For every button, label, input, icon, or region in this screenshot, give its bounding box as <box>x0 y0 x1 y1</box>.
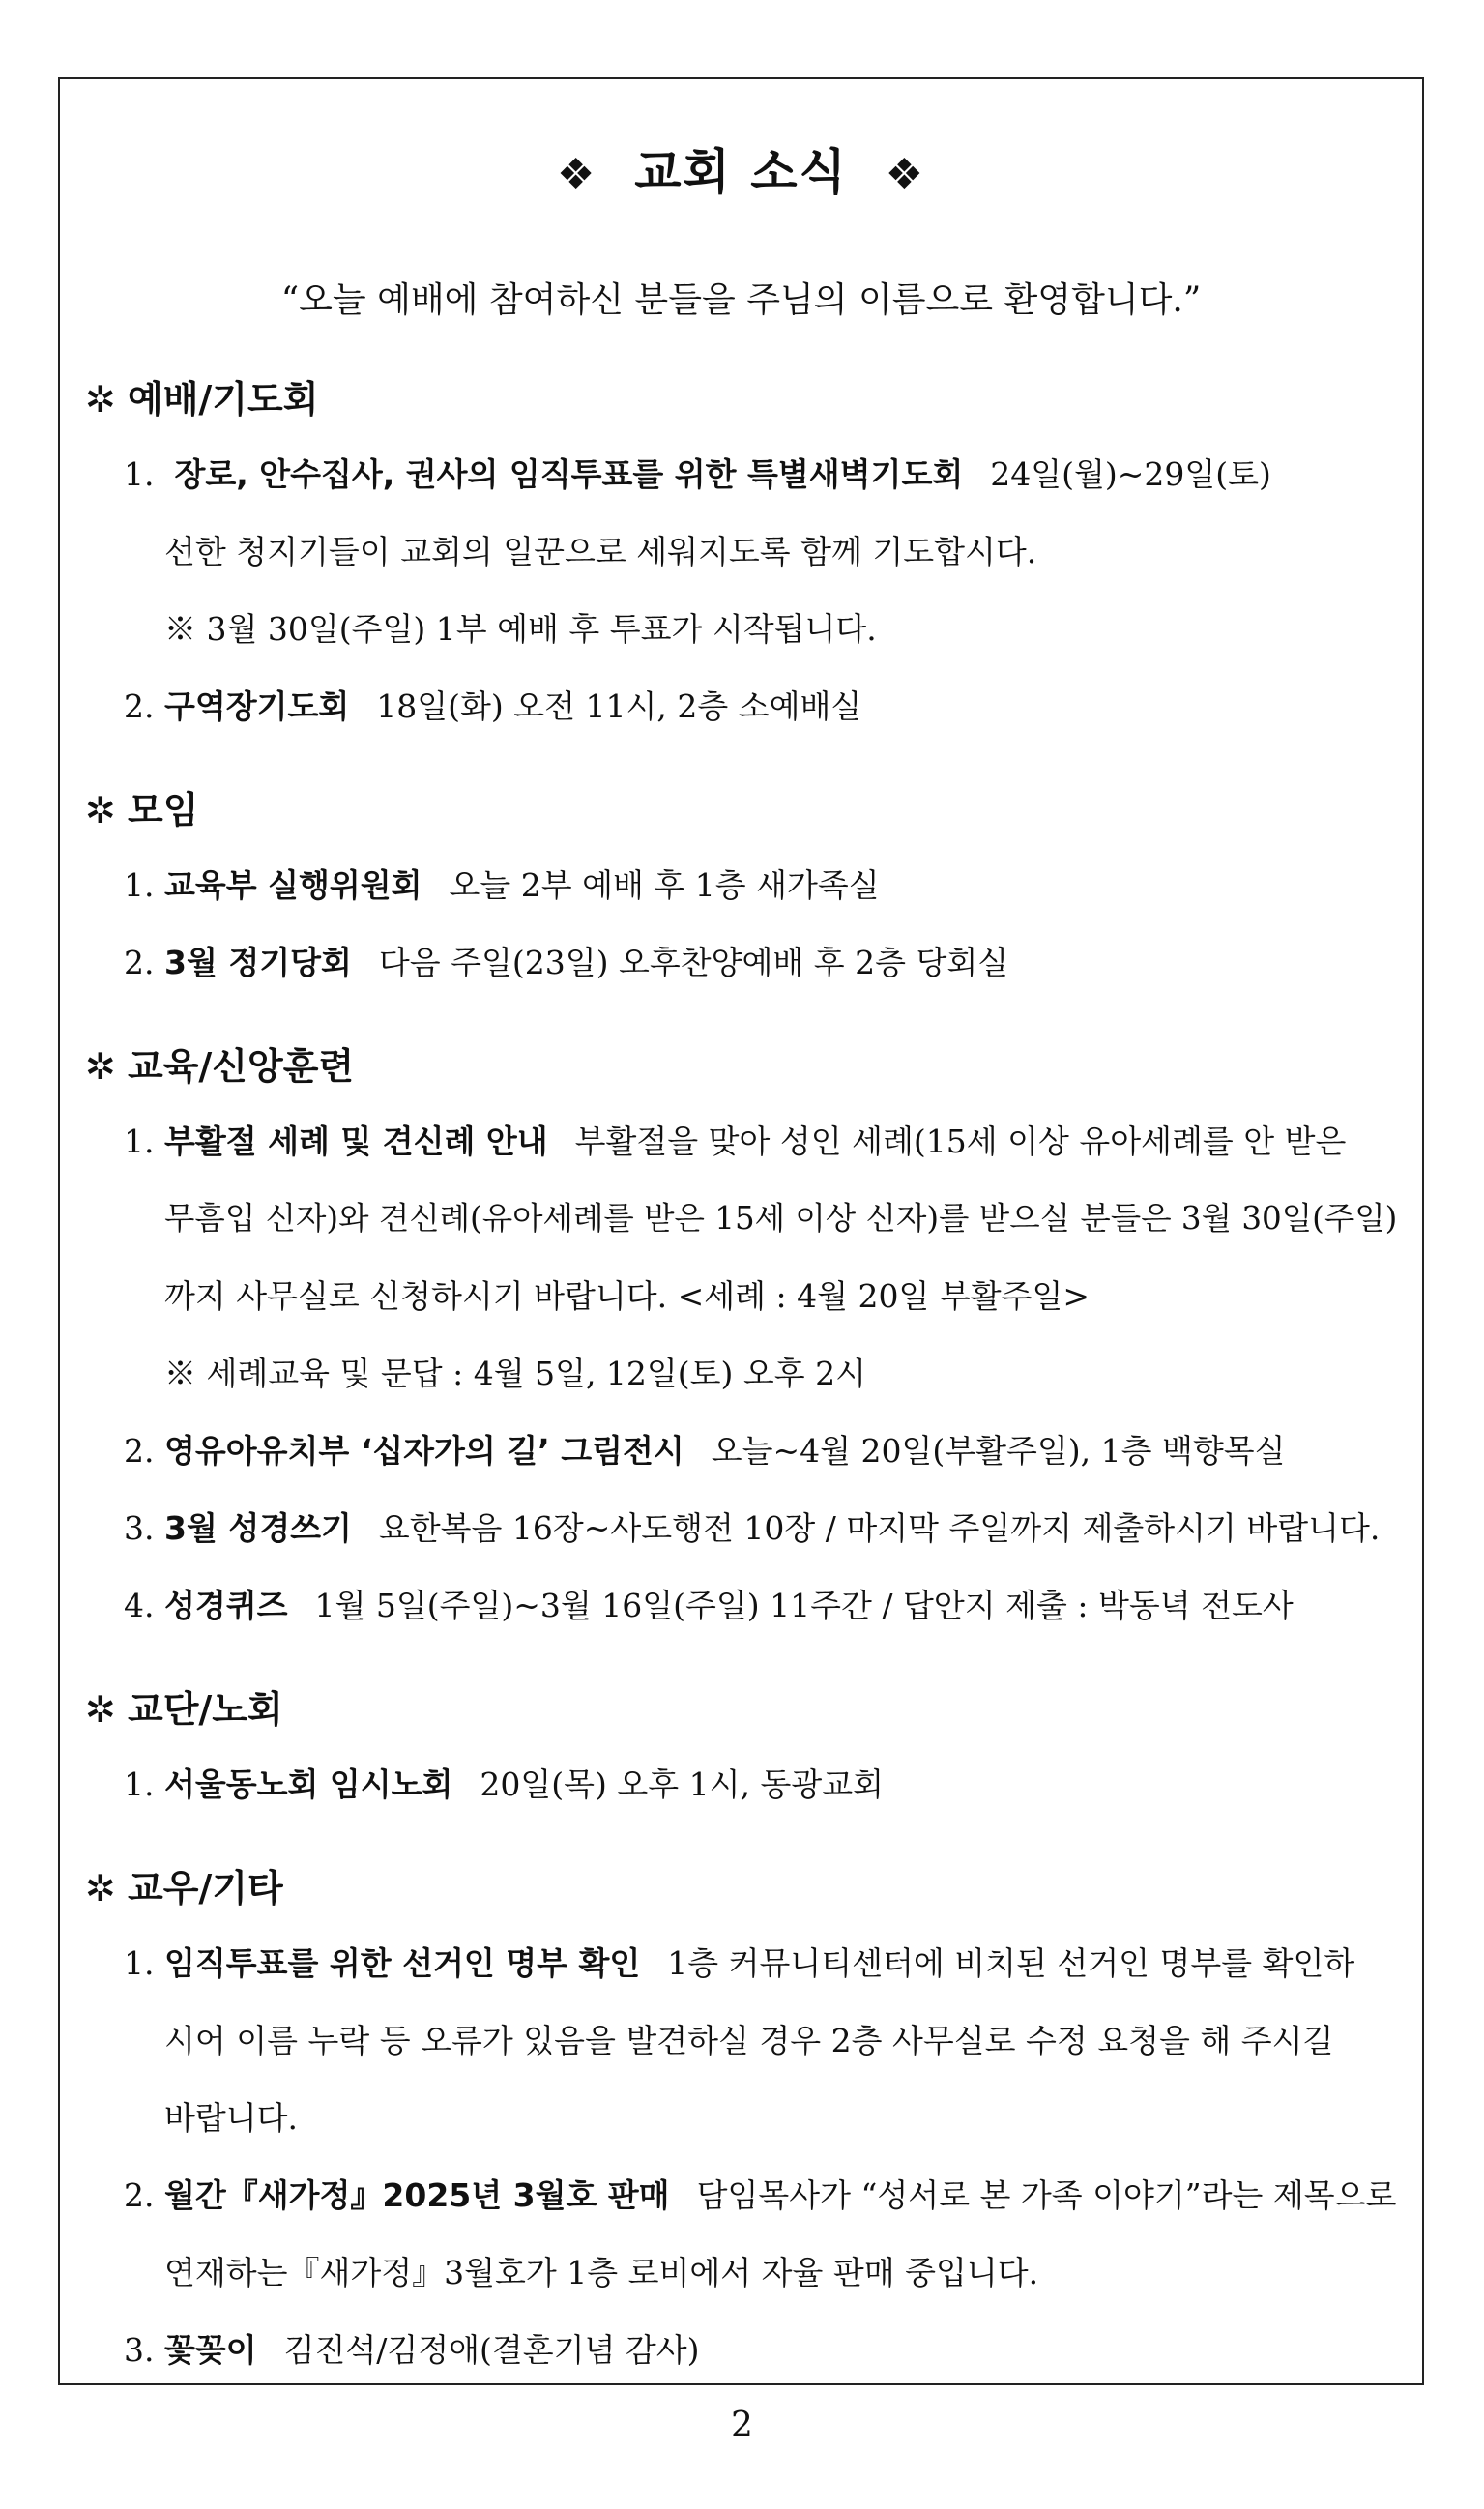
list-item: 3. 꽃꽂이 김진석/김정애(결혼기념 감사) <box>124 2331 700 2369</box>
list-item: 4. 성경퀴즈 1월 5일(주일)~3월 16일(주일) 11주간 / 답안지 제출 : 박동녁 전도사 <box>124 1587 1294 1624</box>
asterisk-icon: ✲ <box>85 1688 116 1731</box>
list-item-note: ※ 3월 30일(주일) 1부 예배 후 투표가 시작됩니다. <box>164 610 877 648</box>
list-item: 1. 장로, 안수집사, 권사의 임직투표를 위한 특별새벽기도회 24일(월)~29일(토) <box>124 455 1271 493</box>
section-heading-members: ✲ 교우/기타 <box>85 1867 283 1910</box>
welcome-message: “오늘 예배에 참여하신 분들을 주님의 이름으로 환영합니다.” <box>280 280 1202 320</box>
section-heading-presbytery: ✲ 교단/노회 <box>85 1688 283 1731</box>
list-item-continuation: 무흠입 신자)와 견신례(유아세례를 받은 15세 이상 신자)를 받으실 분들은 3월 30일(주일) <box>164 1200 1398 1237</box>
asterisk-icon: ✲ <box>85 1867 116 1910</box>
section-heading-worship: ✲ 예배/기도회 <box>85 378 319 421</box>
asterisk-icon: ✲ <box>85 378 116 421</box>
list-item: 2. 월간『새가정』2025년 3월호 판매 담임목사가 “성서로 본 가족 이야기”라는 제목으로 <box>124 2176 1397 2214</box>
asterisk-icon: ✲ <box>85 1045 116 1088</box>
diamond-ornament-icon: ❖ <box>556 150 597 199</box>
section-heading-meetings: ✲ 모임 <box>85 789 199 831</box>
list-item: 2. 3월 정기당회 다음 주일(23일) 오후찬양예배 후 2층 당회실 <box>124 944 1009 981</box>
list-item-continuation: 시어 이름 누락 등 오류가 있음을 발견하실 경우 2층 사무실로 수정 요청을 해 주시길 <box>164 2022 1334 2059</box>
list-item: 1. 교육부 실행위원회 오늘 2부 예배 후 1층 새가족실 <box>124 866 880 904</box>
page-title <box>60 133 1422 203</box>
page-title-text: 교회 소식 <box>634 144 848 200</box>
asterisk-icon: ✲ <box>85 789 116 831</box>
section-heading-education: ✲ 교육/신앙훈련 <box>85 1045 355 1088</box>
list-item: 1. 부활절 세례 및 견신례 안내 부활절을 맞아 성인 세례(15세 이상 유아세례를 안 받은 <box>124 1123 1347 1160</box>
list-item: 1. 서울동노회 임시노회 20일(목) 오후 1시, 동광교회 <box>124 1765 885 1803</box>
list-item-note: ※ 세례교육 및 문답 : 4월 5일, 12일(토) 오후 2시 <box>164 1355 867 1392</box>
list-item: 2. 영유아유치부 ‘십자가의 길’ 그림전시 오늘~4월 20일(부활주일), 1층 백향목실 <box>124 1432 1286 1470</box>
list-item-continuation: 선한 청지기들이 교회의 일꾼으로 세워지도록 함께 기도합시다. <box>164 533 1037 570</box>
list-item: 2. 구역장기도회 18일(화) 오전 11시, 2층 소예배실 <box>124 687 862 725</box>
news-frame <box>58 77 1424 2385</box>
list-item: 1. 임직투표를 위한 선거인 명부 확인 1층 커뮤니티센터에 비치된 선거인 명부를 확인하 <box>124 1944 1355 1982</box>
list-item: 3. 3월 성경쓰기 요한복음 16장~사도행전 10장 / 마지막 주일까지 제출하시기 바랍니다. <box>124 1509 1381 1547</box>
list-item-continuation: 까지 사무실로 신청하시기 바랍니다. <세례 : 4월 20일 부활주일> <box>164 1277 1091 1315</box>
diamond-ornament-icon: ❖ <box>885 150 926 199</box>
page-number: 2 <box>731 2406 753 2445</box>
list-item-continuation: 바랍니다. <box>164 2099 299 2137</box>
list-item-continuation: 연재하는『새가정』3월호가 1층 로비에서 자율 판매 중입니다. <box>164 2254 1039 2291</box>
